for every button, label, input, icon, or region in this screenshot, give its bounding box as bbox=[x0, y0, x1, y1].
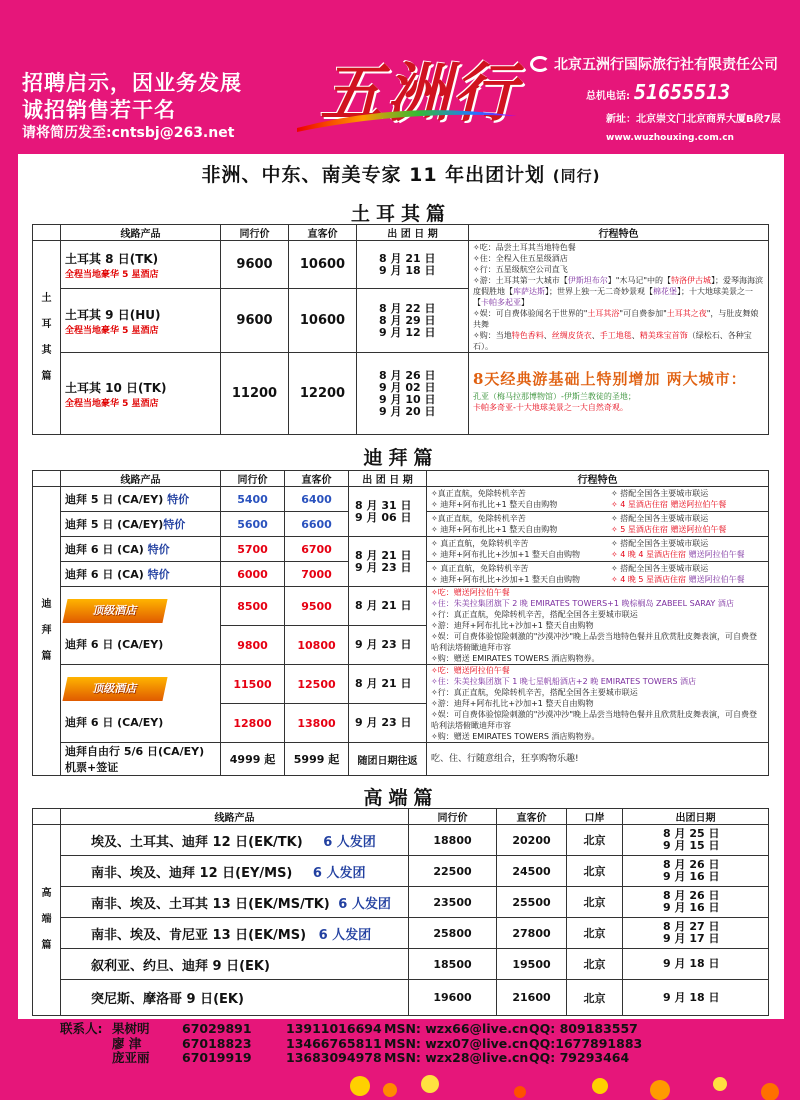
departure-dates: 8 月 26 日 9 月 16 日 bbox=[623, 856, 769, 887]
departure-date: 随团日期往返 bbox=[349, 743, 427, 776]
website-link[interactable]: www.wuzhouxing.com.cn bbox=[606, 133, 734, 143]
route-name[interactable]: 埃及、土耳其、迪拜 12 日(EK/TK) 6 人发团 bbox=[61, 825, 409, 856]
route-name[interactable]: 南非、埃及、迪拜 12 日(EY/MS) 6 人发团 bbox=[61, 856, 409, 887]
peer-price: 25800 bbox=[409, 918, 497, 949]
departure-date: 8 月 21 日 bbox=[349, 665, 427, 704]
contact-msn[interactable]: MSN: wzx28@live.cn bbox=[384, 1050, 529, 1065]
contact-row bbox=[60, 1037, 669, 1052]
dubai-side-label: 迪 拜 篇 bbox=[33, 487, 61, 776]
contact-mobile[interactable]: 13683094978 bbox=[286, 1050, 382, 1065]
row-features: ✧真正直航，免除转机辛苦 ✧ 搭配全国各主要城市联运 ✧ 迪拜+阿布扎比+1 整天自由购物 ✧ 4 星酒店住宿 赠送阿拉伯午餐 bbox=[427, 487, 769, 512]
turkey-itinerary-features: ✧吃：品尝土耳其当地特色餐 ✧住：全程入住五星级酒店 ✧行：五星级航空公司直飞 ✧游：土耳其第一大城市【伊斯坦布尔】"木马记"中的【特洛伊古城】；爱琴海海滨度假胜地【库萨达斯】；世界上独一无二奇妙景观【棉花堡】；十大地球美景之一【卡帕多起亚】 ✧娱：可自费体验闻名于世界的"土耳其浴"可自费参加"土耳其之夜"，与肚皮舞娘共舞 ✧购：当地特色香料、丝绸皮货衣、手工地毯、精美珠宝首饰（绿松石、各种宝石）。 bbox=[469, 241, 769, 353]
direct-price: 12500 bbox=[285, 665, 349, 704]
direct-price: 6400 bbox=[285, 487, 349, 512]
route-name[interactable]: 南非、埃及、土耳其 13 日(EK/MS/TK) 6 人发团 bbox=[61, 887, 409, 918]
peer-price: 5700 bbox=[221, 537, 285, 562]
contact-msn[interactable]: MSN: wzx07@live.cn bbox=[384, 1035, 529, 1051]
turkey-extra-features: 8天经典游基础上特别增加 两大城市： 孔亚（梅马拉那博物馆）-伊斯兰教徒的圣地； 卡帕多奇亚-十大地球美景之一大自然奇观。 bbox=[469, 353, 769, 435]
contact-tel[interactable]: 67019919 bbox=[182, 1050, 252, 1065]
company-name: 北京五洲行国际旅行社有限责任公司 bbox=[554, 57, 778, 73]
highend-side-label: 高 端 篇 bbox=[33, 825, 61, 1016]
peer-price: 4999 起 bbox=[221, 743, 285, 776]
peer-price: 8500 bbox=[221, 587, 285, 626]
port: 北京 bbox=[567, 949, 623, 980]
premium-features: ✧吃：赠送阿拉伯午餐 ✧住：朱美拉集团旗下 2 晚 EMIRATES TOWERS+1 晚棕榈岛 ZABEEL SARAY 酒店 ✧行：真正直航，免除转机辛苦，搭配全国各主要城市联运 ✧游：迪拜+阿布扎比+沙加+1 整天自由购物 ✧娱：可自费体验惊险刺激的"沙漠冲沙"晚上品尝当地特色餐并且欣赏肚皮舞表演，可自费登哈利法塔俯瞰迪拜市容 ✧购：赠送 EMIRATES TOWERS 酒店购物券。 bbox=[427, 587, 769, 665]
table-row bbox=[33, 487, 769, 512]
table-row bbox=[33, 241, 769, 289]
contact-name: 果树明 bbox=[112, 1021, 150, 1036]
company-logo-icon bbox=[530, 56, 550, 72]
departure-dates: 9 月 18 日 bbox=[623, 949, 769, 980]
highend-table bbox=[32, 808, 769, 1016]
contact-name: 庞亚丽 bbox=[112, 1050, 150, 1065]
route-name[interactable]: 突尼斯、摩洛哥 9 日(EK) bbox=[61, 980, 409, 1016]
contact-qq[interactable]: QQ: 809183557 bbox=[529, 1021, 638, 1036]
peer-price: 6000 bbox=[221, 562, 285, 587]
rainbow-swoosh-icon bbox=[292, 106, 522, 134]
contact-name: 廖 津 bbox=[112, 1035, 142, 1051]
port: 北京 bbox=[567, 825, 623, 856]
row-features: ✧ 真正直航，免除转机辛苦 ✧ 搭配全国各主要城市联运 ✧ 迪拜+阿布扎比+沙加+1 整天自由购物 ✧ 4 晚 4 星酒店住宿 赠送阿拉伯午餐 bbox=[427, 537, 769, 562]
direct-price: 7000 bbox=[285, 562, 349, 587]
direct-price: 6700 bbox=[285, 537, 349, 562]
contact-qq[interactable]: QQ: 79293464 bbox=[529, 1050, 630, 1065]
contact-tel[interactable]: 67029891 bbox=[182, 1021, 252, 1036]
main-title: 非洲、中东、南美专家 11 年出团计划 (同行) bbox=[201, 164, 601, 186]
route-name[interactable]: 叙利亚、约旦、迪拜 9 日(EK) bbox=[61, 949, 409, 980]
contacts-label: 联系人: bbox=[60, 1021, 103, 1036]
extra-cities-title: 8天经典游基础上特别增加 两大城市： bbox=[473, 370, 747, 388]
peer-price: 9600 bbox=[221, 289, 289, 353]
company-info bbox=[530, 54, 792, 143]
row-features: ✧真正直航，免除转机辛苦 ✧ 搭配全国各主要城市联运 ✧ 迪拜+阿布扎比+1 整天自由购物 ✧ 5 星酒店住宿 赠送阿拉伯午餐 bbox=[427, 512, 769, 537]
turkey-section-title: 土耳其篇 bbox=[350, 203, 451, 225]
contact-row bbox=[60, 1022, 669, 1037]
table-row bbox=[33, 980, 769, 1016]
highend-section-title: 高端篇 bbox=[363, 787, 439, 809]
route-name[interactable]: 迪拜 6 日 (CA) 特价 bbox=[61, 537, 221, 562]
contact-tel[interactable]: 67018823 bbox=[182, 1035, 252, 1051]
departure-dates: 8 月 22 日 8 月 29 日 9 月 12 日 bbox=[357, 289, 469, 353]
contact-mobile[interactable]: 13911016694 bbox=[286, 1021, 382, 1036]
port: 北京 bbox=[567, 856, 623, 887]
direct-price: 12200 bbox=[289, 353, 357, 435]
table-row bbox=[33, 918, 769, 949]
recruitment-notice bbox=[22, 70, 242, 142]
peer-price: 9800 bbox=[221, 626, 285, 665]
contact-row bbox=[60, 1051, 669, 1066]
peer-price: 9600 bbox=[221, 241, 289, 289]
table-row bbox=[33, 587, 769, 626]
direct-price: 24500 bbox=[497, 856, 567, 887]
route-name[interactable]: 南非、埃及、肯尼亚 13 日(EK/MS) 6 人发团 bbox=[61, 918, 409, 949]
direct-price: 10600 bbox=[289, 241, 357, 289]
address: 新址：北京崇文门北京商界大厦B段7层 bbox=[606, 114, 781, 125]
direct-price: 19500 bbox=[497, 949, 567, 980]
departure-dates: 8 月 21 日 9 月 23 日 bbox=[349, 537, 427, 587]
route-name[interactable]: 顶级酒店 迪拜 6 日 (CA/EY) bbox=[61, 665, 221, 743]
fireworks-decoration-icon bbox=[0, 1068, 800, 1100]
peer-price: 22500 bbox=[409, 856, 497, 887]
departure-dates: 8 月 26 日 9 月 02 日 9 月 10 日 9 月 20 日 bbox=[357, 353, 469, 435]
departure-dates: 8 月 26 日 9 月 16 日 bbox=[623, 887, 769, 918]
peer-price: 19600 bbox=[409, 980, 497, 1016]
direct-price: 10600 bbox=[289, 289, 357, 353]
table-row bbox=[33, 665, 769, 704]
phone-number[interactable]: 51655513 bbox=[634, 80, 731, 104]
direct-price: 27800 bbox=[497, 918, 567, 949]
direct-price: 5999 起 bbox=[285, 743, 349, 776]
peer-price: 11500 bbox=[221, 665, 285, 704]
direct-price: 20200 bbox=[497, 825, 567, 856]
route-name[interactable]: 迪拜 5 日 (CA/EY)特价 bbox=[61, 512, 221, 537]
peer-price: 5600 bbox=[221, 512, 285, 537]
recruit-line-2: 诚招销售若干名 bbox=[22, 98, 176, 122]
departure-dates: 8 月 31 日 9 月 06 日 bbox=[349, 487, 427, 537]
departure-date: 9 月 23 日 bbox=[349, 704, 427, 743]
departure-dates: 8 月 25 日 9 月 15 日 bbox=[623, 825, 769, 856]
peer-price: 12800 bbox=[221, 704, 285, 743]
contact-msn[interactable]: MSN: wzx66@live.cn bbox=[384, 1021, 529, 1036]
premium-features: ✧吃：赠送阿拉伯午餐 ✧住：朱美拉集团旗下 1 晚七星帆船酒店+2 晚 EMIRATES TOWERS 酒店 ✧行：真正直航，免除转机辛苦，搭配全国各主要城市联运 ✧游：迪拜+阿布扎比+沙加+1 整天自由购物 ✧娱：可自费体验惊险刺激的"沙漠冲沙"晚上品尝当地特色餐并且欣赏肚皮舞表演，可自费登哈利法塔俯瞰迪拜市容 ✧购：赠送 EMIRATES TOWERS 酒店购物券。 bbox=[427, 665, 769, 743]
departure-dates: 8 月 27 日 9 月 17 日 bbox=[623, 918, 769, 949]
recruit-email[interactable]: 请将简历发至:cntsbj@263.net bbox=[22, 125, 235, 141]
phone: 总机电话: 51655513 bbox=[586, 80, 731, 104]
departure-date: 9 月 23 日 bbox=[349, 626, 427, 665]
logo-text: 五洲行 bbox=[320, 56, 518, 131]
table-row bbox=[33, 537, 769, 562]
direct-price: 10800 bbox=[285, 626, 349, 665]
departure-dates: 8 月 21 日 9 月 18 日 bbox=[357, 241, 469, 289]
route-name[interactable]: 土耳其 8 日(TK) 全程当地豪华 5 星酒店 bbox=[61, 241, 221, 289]
route-name[interactable]: 迪拜自由行 5/6 日(CA/EY) 机票+签证 bbox=[61, 743, 221, 776]
row-features: 吃、住、行随意组合，狂享购物乐趣! bbox=[427, 743, 769, 776]
dubai-header-row: 线路产品 同行价 直客价 出 团 日 期 行程特色 bbox=[33, 471, 769, 487]
contacts-block bbox=[60, 1022, 669, 1066]
peer-price: 18800 bbox=[409, 825, 497, 856]
table-row bbox=[33, 949, 769, 980]
dubai-table bbox=[32, 470, 769, 776]
row-features: ✧ 真正直航，免除转机辛苦 ✧ 搭配全国各主要城市联运 ✧ 迪拜+阿布扎比+沙加+1 整天自由购物 ✧ 4 晚 5 星酒店住宿 赠送阿拉伯午餐 bbox=[427, 562, 769, 587]
direct-price: 25500 bbox=[497, 887, 567, 918]
table-row bbox=[33, 825, 769, 856]
route-name[interactable]: 土耳其 10 日(TK) 全程当地豪华 5 星酒店 bbox=[61, 353, 221, 435]
peer-price: 23500 bbox=[409, 887, 497, 918]
turkey-side-label: 土 耳 其 篇 bbox=[33, 241, 61, 435]
peer-price: 5400 bbox=[221, 487, 285, 512]
contact-mobile[interactable]: 13466765811 bbox=[286, 1035, 382, 1051]
route-name[interactable]: 土耳其 9 日(HU) 全程当地豪华 5 星酒店 bbox=[61, 289, 221, 353]
port: 北京 bbox=[567, 980, 623, 1016]
turkey-header-row: 线路产品 同行价 直客价 出 团 日 期 行程特色 bbox=[33, 225, 769, 241]
recruit-line-1: 招聘启示，因业务发展 bbox=[22, 71, 242, 95]
route-name[interactable]: 迪拜 5 日 (CA/EY) 特价 bbox=[61, 487, 221, 512]
dubai-section-title: 迪拜篇 bbox=[363, 447, 439, 469]
route-name[interactable]: 顶级酒店 迪拜 6 日 (CA/EY) bbox=[61, 587, 221, 665]
peer-price: 18500 bbox=[409, 949, 497, 980]
table-row bbox=[33, 887, 769, 918]
contact-qq[interactable]: QQ:1677891883 bbox=[529, 1035, 643, 1051]
table-row bbox=[33, 856, 769, 887]
premium-hotel-badge: 顶级酒店 bbox=[62, 599, 167, 623]
departure-dates: 9 月 18 日 bbox=[623, 980, 769, 1016]
direct-price: 13800 bbox=[285, 704, 349, 743]
turkey-table bbox=[32, 224, 769, 435]
port: 北京 bbox=[567, 918, 623, 949]
port: 北京 bbox=[567, 887, 623, 918]
peer-price: 11200 bbox=[221, 353, 289, 435]
table-row bbox=[33, 353, 769, 435]
departure-date: 8 月 21 日 bbox=[349, 587, 427, 626]
direct-price: 9500 bbox=[285, 587, 349, 626]
direct-price: 21600 bbox=[497, 980, 567, 1016]
table-row bbox=[33, 743, 769, 776]
premium-hotel-badge: 顶级酒店 bbox=[62, 677, 167, 701]
route-name[interactable]: 迪拜 6 日 (CA) 特价 bbox=[61, 562, 221, 587]
highend-header-row: 线路产品 同行价 直客价 口岸 出团日期 bbox=[33, 809, 769, 825]
brand-logo bbox=[292, 24, 522, 134]
direct-price: 6600 bbox=[285, 512, 349, 537]
